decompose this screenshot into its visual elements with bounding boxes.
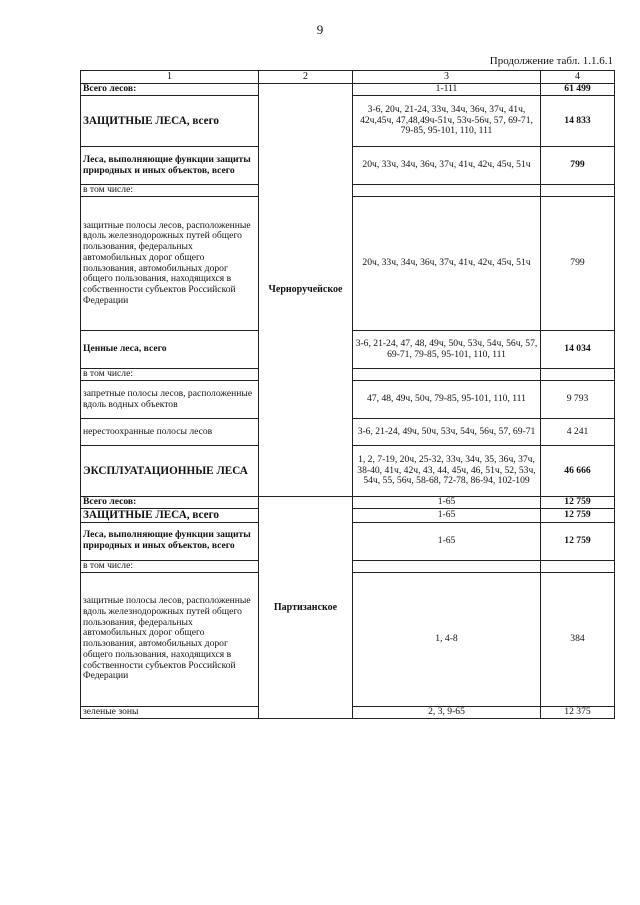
row-quarters: 1-65 [353, 509, 541, 523]
row-label: защитные полосы лесов, расположенные вдоль железнодорожных путей общего пользования, федеральных автомобильных дорог общего пользования, автомобильных дорог общего пользования, находящихся в собственности субъектов Российской Федерации [81, 572, 259, 706]
row-quarters: 20ч, 33ч, 34ч, 36ч, 37ч, 41ч, 42ч, 45ч, 51ч [353, 147, 541, 185]
row-quarters: 1-111 [353, 84, 541, 96]
row-label: в том числе: [81, 185, 259, 197]
col-header-4: 4 [541, 71, 615, 84]
row-quarters: 1, 2, 7-19, 20ч, 25-32, 33ч, 34ч, 35, 36ч, 37ч, 38-40, 41ч, 42ч, 43, 44, 45ч, 46, 51ч, 52, 53ч, 54ч, 55, 56ч, 58-68, 72-78, 86-94, 102-109 [353, 446, 541, 497]
region-name: Черноручейское [259, 84, 353, 497]
row-area: 12 375 [541, 706, 615, 718]
row-area [541, 185, 615, 197]
row-quarters: 1-65 [353, 497, 541, 509]
row-label: в том числе: [81, 369, 259, 381]
col-header-3: 3 [353, 71, 541, 84]
row-label: Леса, выполняющие функции защиты природных и иных объектов, всего [81, 522, 259, 560]
row-quarters: 3-6, 21-24, 49ч, 50ч, 53ч, 54ч, 56ч, 57, 69-71 [353, 419, 541, 446]
forest-table [80, 70, 615, 719]
row-quarters: 47, 48, 49ч, 50ч, 79-85, 95-101, 110, 111 [353, 381, 541, 419]
page-number: 9 [316, 22, 324, 37]
row-quarters: 1-65 [353, 522, 541, 560]
row-quarters [353, 185, 541, 197]
row-label: Всего лесов: [81, 84, 259, 96]
row-label: Леса, выполняющие функции защиты природных и иных объектов, всего [81, 147, 259, 185]
row-area [541, 369, 615, 381]
row-label: Всего лесов: [81, 497, 259, 509]
row-quarters: 3-6, 21-24, 47, 48, 49ч, 50ч, 53ч, 54ч, 56ч, 57, 69-71, 79-85, 95-101, 110, 111 [353, 331, 541, 369]
row-area: 4 241 [541, 419, 615, 446]
row-area: 384 [541, 572, 615, 706]
row-area: 12 759 [541, 497, 615, 509]
row-quarters [353, 560, 541, 572]
row-label: защитные полосы лесов, расположенные вдоль железнодорожных путей общего пользования, федеральных автомобильных дорог общего пользования, автомобильных дорог общего пользования, находящихся в собственности субъектов Российской Федерации [81, 197, 259, 331]
row-area: 14 034 [541, 331, 615, 369]
row-area: 12 759 [541, 509, 615, 523]
header-row [81, 71, 615, 84]
row-label: ЭКСПЛУАТАЦИОННЫЕ ЛЕСА [81, 446, 259, 497]
row-area: 14 833 [541, 96, 615, 147]
row-area [541, 560, 615, 572]
row-quarters: 20ч, 33ч, 34ч, 36ч, 37ч, 41ч, 42ч, 45ч, 51ч [353, 197, 541, 331]
row-label: Ценные леса, всего [81, 331, 259, 369]
table-row [81, 497, 615, 509]
row-label: ЗАЩИТНЫЕ ЛЕСА, всего [81, 96, 259, 147]
row-quarters: 1, 4-8 [353, 572, 541, 706]
col-header-2: 2 [259, 71, 353, 84]
row-area: 61 499 [541, 84, 615, 96]
row-quarters: 3-6, 20ч, 21-24, 33ч, 34ч, 36ч, 37ч, 41ч, 42ч,45ч, 47,48,49ч-51ч, 53ч-56ч, 57, 69-71, 79-85, 95-101, 110, 111 [353, 96, 541, 147]
table-caption: Продолжение табл. 1.1.6.1 [489, 55, 613, 67]
region-name: Партизанское [259, 497, 353, 719]
row-area: 799 [541, 197, 615, 331]
row-quarters: 2, 3, 9-65 [353, 706, 541, 718]
row-area: 12 759 [541, 522, 615, 560]
row-label: в том числе: [81, 560, 259, 572]
row-area: 9 793 [541, 381, 615, 419]
row-label: зеленые зоны [81, 706, 259, 718]
col-header-1: 1 [81, 71, 259, 84]
row-area: 46 666 [541, 446, 615, 497]
table-row [81, 84, 615, 96]
row-quarters [353, 369, 541, 381]
row-area: 799 [541, 147, 615, 185]
row-label: запретные полосы лесов, расположенные вдоль водных объектов [81, 381, 259, 419]
row-label: ЗАЩИТНЫЕ ЛЕСА, всего [81, 509, 259, 523]
row-label: нерестоохранные полосы лесов [81, 419, 259, 446]
